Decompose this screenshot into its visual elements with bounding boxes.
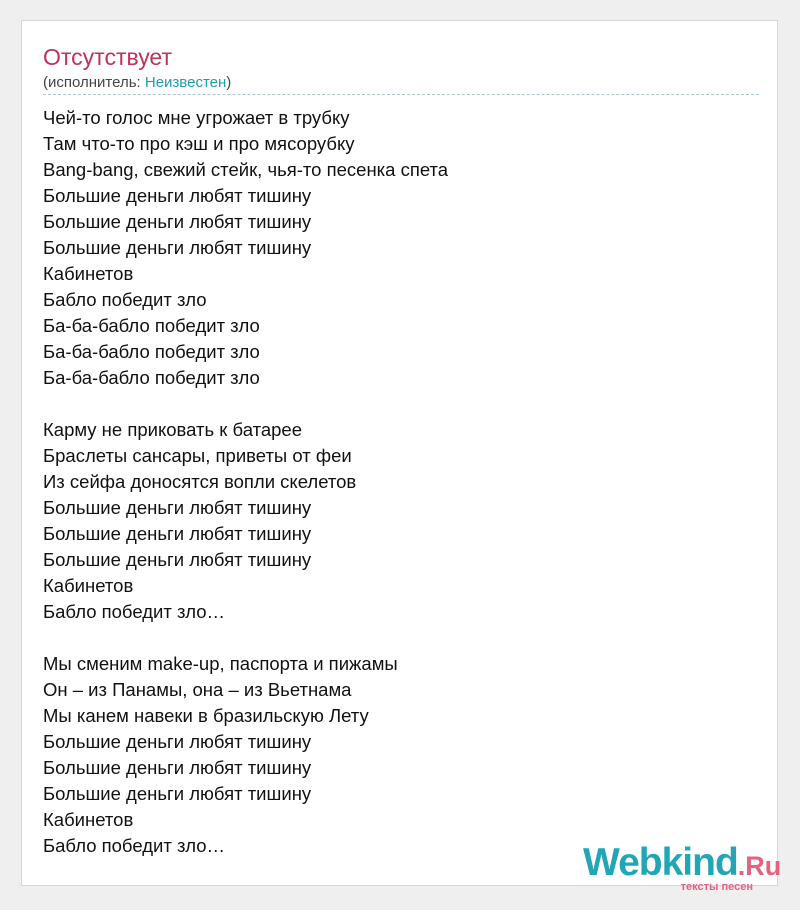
lyrics-line: Ба-ба-бабло победит зло: [43, 367, 260, 388]
lyrics-body: [43, 105, 743, 859]
lyrics-line: Большие деньги любят тишину: [43, 237, 312, 258]
lyrics-line: Кабинетов: [43, 263, 134, 284]
artist-line: [43, 74, 231, 92]
lyrics-line: Кабинетов: [43, 809, 134, 830]
logo-tld: .Ru: [737, 851, 782, 881]
lyrics-line: Карму не приковать к батарее: [43, 419, 303, 440]
lyrics-line: Бабло победит зло: [43, 289, 207, 310]
song-header: [43, 43, 759, 95]
lyrics-line: Bang-bang, свежий стейк, чья-то песенка спета: [43, 159, 449, 180]
lyrics-line: Чей-то голос мне угрожает в трубку: [43, 107, 350, 128]
lyrics-line: Там что-то про кэш и про мясорубку: [43, 133, 355, 154]
lyrics-line: Большие деньги любят тишину: [43, 497, 312, 518]
lyrics-line: Мы канем навеки в бразильскую Лету: [43, 705, 369, 726]
lyrics-line: Мы сменим make-up, паспорта и пижамы: [43, 653, 398, 674]
lyrics-line: Браслеты сансары, приветы от феи: [43, 445, 352, 466]
lyrics-line: Бабло победит зло…: [43, 835, 226, 856]
lyrics-line: Бабло победит зло…: [43, 601, 226, 622]
lyrics-card: [21, 20, 782, 893]
lyrics-line: Большие деньги любят тишину: [43, 523, 312, 544]
artist-prefix: (исполнитель:: [43, 74, 145, 91]
logo-name: Webkind: [583, 841, 738, 884]
lyrics-line: Кабинетов: [43, 575, 134, 596]
site-logo[interactable]: [583, 841, 783, 891]
lyrics-stanza: [43, 417, 743, 625]
lyrics-line: Ба-ба-бабло победит зло: [43, 341, 260, 362]
lyrics-line: Большие деньги любят тишину: [43, 783, 312, 804]
logo-tagline: тексты песен: [680, 881, 753, 893]
lyrics-line: Большие деньги любят тишину: [43, 731, 312, 752]
song-title: Отсутствует: [43, 44, 172, 70]
artist-suffix: ): [226, 74, 232, 91]
lyrics-line: Большие деньги любят тишину: [43, 185, 312, 206]
lyrics-line: Большие деньги любят тишину: [43, 549, 312, 570]
lyrics-line: Из сейфа доносятся вопли скелетов: [43, 471, 357, 492]
lyrics-stanza: [43, 105, 743, 391]
artist-link[interactable]: Неизвестен: [144, 74, 227, 91]
lyrics-line: Большие деньги любят тишину: [43, 757, 312, 778]
lyrics-line: Он – из Панамы, она – из Вьетнама: [43, 679, 352, 700]
lyrics-stanza: [43, 651, 743, 859]
lyrics-line: Большие деньги любят тишину: [43, 211, 312, 232]
lyrics-line: Ба-ба-бабло победит зло: [43, 315, 260, 336]
